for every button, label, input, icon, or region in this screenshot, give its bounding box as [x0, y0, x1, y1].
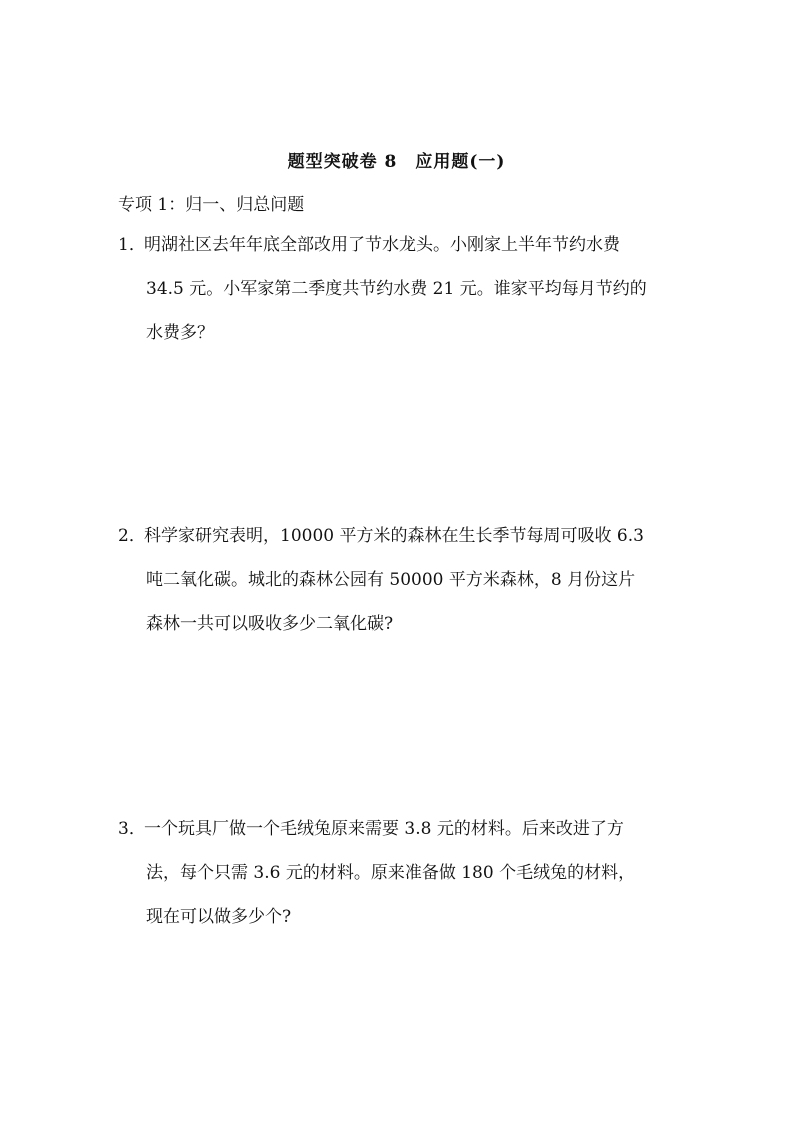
question-line: 现在可以做多少个? [146, 907, 292, 927]
question-line: 一个玩具厂做一个毛绒兔原来需要 3.8 元的材料。后来改进了方 [144, 819, 624, 839]
question-line: 森林一共可以吸收多少二氧化碳? [146, 614, 394, 634]
question-line: 34.5 元。小军家第二季度共节约水费 21 元。谁家平均每月节约的 [146, 279, 647, 299]
question-line: 法，每个只需 3.6 元的材料。原来准备做 180 个毛绒兔的材料， [146, 863, 636, 883]
question-line: 明湖社区去年年底全部改用了节水龙头。小刚家上半年节约水费 [144, 235, 620, 255]
question-number: 3． [118, 819, 146, 839]
question-line: 水费多？ [146, 323, 214, 343]
question-number: 1． [118, 235, 146, 255]
section-heading: 专项 1：归一、归总问题 [118, 195, 305, 215]
page-title: 题型突破卷 8 应用题(一) [287, 152, 506, 172]
question-number: 2． [118, 526, 146, 546]
question-line: 吨二氧化碳。城北的森林公园有 50000 平方米森林，8 月份这片 [146, 570, 636, 590]
question-line: 科学家研究表明，10000 平方米的森林在生长季节每周可吸收 6.3 [144, 526, 644, 546]
